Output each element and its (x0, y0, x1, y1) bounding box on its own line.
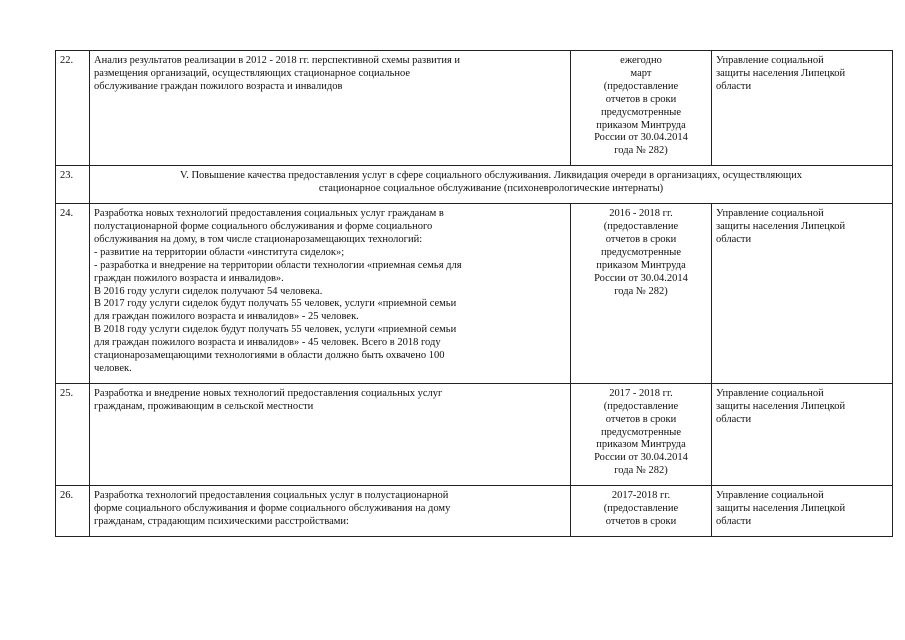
responsible-cell-line: защиты населения Липецкой (716, 220, 846, 232)
responsible-cell-line: Управление социальной (716, 490, 824, 502)
term-cell-line: отчетов в сроки (605, 233, 677, 245)
activity-cell-line: В 2017 году услуги сиделок будут получать 55 человек, услуги «приемной семьи (94, 298, 457, 310)
term-cell-line: 2016 - 2018 гг. (609, 208, 673, 220)
responsible-cell-line: защиты населения Липецкой (716, 400, 846, 412)
term-cell-line: ежегодно (620, 55, 662, 66)
term-cell-line: приказом Минтруда (596, 439, 686, 451)
table-row (56, 166, 893, 204)
term-cell-line: года № 282) (614, 285, 668, 297)
responsible-cell (712, 204, 893, 384)
activity-cell-line: В 2018 году услуги сиделок будут получать 55 человек, услуги «приемной семьи (94, 324, 457, 336)
row-number: 26. (56, 486, 90, 537)
table-row (56, 486, 893, 537)
activity-cell-line: Анализ результатов реализации в 2012 - 2018 гг. перспективной схемы развития и (94, 55, 461, 66)
action-plan-table (55, 50, 893, 537)
activity-cell-line: обслуживание граждан пожилого возраста и инвалидов (94, 80, 343, 92)
activity-cell (90, 486, 571, 537)
term-cell-line: предусмотренные (601, 246, 681, 258)
term-cell-line: предусмотренные (601, 106, 681, 118)
section-heading-line: стационарное социальное обслуживание (психоневрологические интернаты) (318, 183, 664, 195)
activity-cell-line: В 2016 году услуги сиделок получают 54 человека. (94, 285, 323, 297)
term-cell-line: года № 282) (614, 145, 668, 157)
term-cell-line: (предоставление (603, 400, 679, 412)
responsible-cell-line: области (716, 233, 752, 245)
term-cell (571, 383, 712, 485)
table-row (56, 204, 893, 384)
activity-cell-line: полустационарной форме социального обслуживания и форме социального (94, 220, 433, 232)
activity-cell-line: человек. (94, 362, 132, 374)
activity-cell-line: - развитие на территории области «института сиделок»; (94, 246, 345, 258)
table-row (56, 383, 893, 485)
term-cell (571, 204, 712, 384)
activity-cell-line: гражданам, страдающим психическими расстройствами: (94, 516, 349, 527)
responsible-cell-line: области (716, 413, 752, 425)
term-cell-line: предусмотренные (601, 426, 681, 438)
activity-cell-line: форме социального обслуживания и форме социального обслуживания на дому (94, 503, 451, 515)
activity-cell-line: размещения организаций, осуществляющих стационарное социальное (94, 67, 411, 79)
activity-cell-line: Разработка и внедрение новых технологий предоставления социальных услуг (94, 387, 443, 399)
row-number: 25. (56, 383, 90, 485)
term-cell-line: России от 30.04.2014 (594, 452, 688, 464)
term-cell-line: март (630, 67, 652, 79)
term-cell (571, 486, 712, 537)
term-cell-line: России от 30.04.2014 (594, 132, 688, 144)
activity-cell-line: обслуживания на дому, в том числе стационарозамещающих технологий: (94, 233, 423, 245)
term-cell-line: (предоставление (603, 503, 679, 515)
term-cell (571, 51, 712, 166)
term-cell-line: приказом Минтруда (596, 259, 686, 271)
activity-cell-line: стационарозамещающими технологиями в области должно быть охвачено 100 (94, 350, 445, 362)
responsible-cell-line: Управление социальной (716, 55, 824, 66)
activity-cell-line: - разработка и внедрение на территории области технологии «приемная семья для (94, 259, 462, 271)
term-cell-line: (предоставление (603, 220, 679, 232)
responsible-cell (712, 51, 893, 166)
activity-cell-line: для граждан пожилого возраста и инвалидов» - 25 человек. (94, 311, 359, 323)
responsible-cell-line: Управление социальной (716, 387, 824, 399)
activity-cell (90, 204, 571, 384)
term-cell-line: отчетов в сроки (605, 93, 677, 105)
activity-cell (90, 383, 571, 485)
activity-cell (90, 51, 571, 166)
responsible-cell (712, 486, 893, 537)
responsible-cell-line: области (716, 516, 752, 527)
term-cell-line: приказом Минтруда (596, 119, 686, 131)
row-number: 24. (56, 204, 90, 384)
term-cell-line: 2017-2018 гг. (611, 490, 671, 502)
activity-cell-line: для граждан пожилого возраста и инвалидов» - 45 человек. Всего в 2018 году (94, 337, 441, 349)
term-cell-line: России от 30.04.2014 (594, 272, 688, 284)
table-row (56, 51, 893, 166)
term-cell-line: (предоставление (603, 80, 679, 92)
responsible-cell-line: защиты населения Липецкой (716, 503, 846, 515)
term-cell-line: отчетов в сроки (605, 413, 677, 425)
row-number: 22. (56, 51, 90, 166)
section-heading (90, 166, 893, 204)
responsible-cell (712, 383, 893, 485)
responsible-cell-line: защиты населения Липецкой (716, 67, 846, 79)
activity-cell-line: Разработка технологий предоставления социальных услуг в полустационарной (94, 490, 449, 502)
term-cell-line: года № 282) (614, 465, 668, 477)
activity-cell-line: Разработка новых технологий предоставления социальных услуг гражданам в (94, 208, 444, 220)
responsible-cell-line: области (716, 80, 752, 92)
responsible-cell-line: Управление социальной (716, 208, 824, 220)
activity-cell-line: гражданам, проживающим в сельской местности (94, 400, 314, 412)
activity-cell-line: граждан пожилого возраста и инвалидов». (94, 272, 284, 284)
row-number: 23. (56, 166, 90, 204)
term-cell-line: отчетов в сроки (605, 516, 677, 527)
section-heading-line: V. Повышение качества предоставления услуг в сфере социального обслуживания. Ликвидация очереди в организациях, осуществляющих (179, 170, 802, 182)
term-cell-line: 2017 - 2018 гг. (609, 387, 673, 399)
